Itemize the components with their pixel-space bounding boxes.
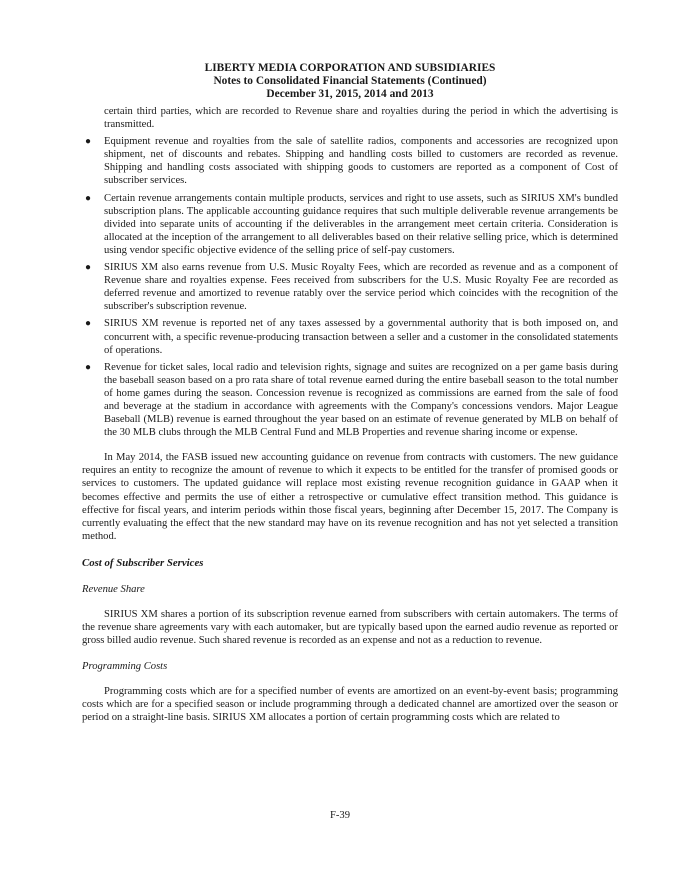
revenue-share-paragraph: SIRIUS XM shares a portion of its subscription revenue earned from subscribers with certain automakers. The terms of the revenue share agreements vary with each automaker, but are typically based upon the earned audio revenue as reported or gross billed audio revenue. Such shared revenue is recorded as an expense and not as a reduction to revenue. (82, 608, 618, 647)
bullet-text: SIRIUS XM also earns revenue from U.S. Music Royalty Fees, which are recorded as revenue and as a component of Revenue share and royalties expense. Fees received from subscribers for the U.S. Music Royalty Fee are recorded as deferred revenue and amortized to revenue ratably over the service period which coincides with the recognition of the subscriber's subscription revenue. (104, 262, 618, 313)
bullet-text: Revenue for ticket sales, local radio and television rights, signage and suites are recognized on a per game basis during the baseball season based on a pro rata share of total revenue earned during the entire baseball season to the total number of home games during the season. Concession revenue is recognized as commissions are earned from the sale of food and beverage at the stadium in accordance with agreements with the Company's concessions vendors. Major League Baseball (MLB) revenue is earned throughout the year based on an estimate of revenue generated by MLB on behalf of the 30 MLB clubs through the MLB Central Fund and MLB Properties and revenue sharing income or expense. (104, 361, 618, 439)
bullet-text: Equipment revenue and royalties from the sale of satellite radios, components and accessories are recognized upon shipment, net of discounts and rebates. Shipping and handling costs billed to customers are recorded as revenue. Shipping and handling costs associated with shipping goods to customers are reported as a component of Cost of subscriber services. (104, 136, 618, 187)
document-page (82, 62, 618, 724)
notes-title: Notes to Consolidated Financial Statements (Continued) (213, 75, 487, 87)
list-item (82, 192, 618, 257)
section-heading: Cost of Subscriber Services (82, 556, 204, 569)
list-item (82, 261, 618, 313)
list-item (82, 361, 618, 440)
bullet-icon: ● (85, 318, 92, 330)
intro-continuation: certain third parties, which are recorded to Revenue share and royalties during the period in which the advertising is transmitted. (104, 106, 618, 131)
bullet-icon: ● (85, 136, 92, 148)
bullet-text: Certain revenue arrangements contain multiple products, services and right to use assets, such as SIRIUS XM's bundled subscription plans. The applicable accounting guidance requires that such multiple deliverable revenue arrangements be divided into separate units of accounting if the deliverables in the arrangement meet certain criteria. Consideration is allocated at the inception of the arrangement to all deliverables based on their relative selling price, which is determined using vendor specific objective evidence of the selling price of self-pay customers. (104, 192, 618, 256)
list-item (82, 317, 618, 356)
bullet-icon: ● (85, 361, 92, 373)
bullet-icon: ● (85, 192, 92, 204)
subheading-programming-costs: Programming Costs (82, 661, 168, 673)
programming-costs-paragraph: Programming costs which are for a specified number of events are amortized on an event-by-event basis; programming costs which are for a specified season or include programming through a dedicated channel are amortized over the season or period on a straight-line basis. SIRIUS XM allocates a portion of certain programming costs which are related to (82, 686, 618, 724)
page-number: F-39 (329, 810, 350, 821)
list-item (82, 135, 618, 187)
revenue-bullet-list (82, 135, 618, 439)
document-header (82, 62, 618, 101)
fasb-paragraph: In May 2014, the FASB issued new accounting guidance on revenue from contracts with customers. The new guidance requires an entity to recognize the amount of revenue to which it expects to be entitled for the transfer of promised goods or services to customers. The updated guidance will replace most existing revenue recognition guidance in GAAP when it becomes effective and permits the use of either a retrospective or cumulative effect transition method. This guidance is effective for fiscal years, and interim periods within those fiscal years, beginning after December 15, 2017. The Company is currently evaluating the effect that the new standard may have on its revenue recognition and has not yet selected a transition method. (82, 452, 618, 542)
bullet-text: SIRIUS XM revenue is reported net of any taxes assessed by a governmental authority that is both imposed on, and concurrent with, a specific revenue-producing transaction between a seller and a customer in the consolidated statements of operations. (104, 318, 618, 356)
company-title: LIBERTY MEDIA CORPORATION AND SUBSIDIARIES (204, 62, 496, 74)
bullet-icon: ● (85, 262, 92, 274)
period-title: December 31, 2015, 2014 and 2013 (266, 88, 434, 100)
subheading-revenue-share: Revenue Share (82, 583, 145, 595)
